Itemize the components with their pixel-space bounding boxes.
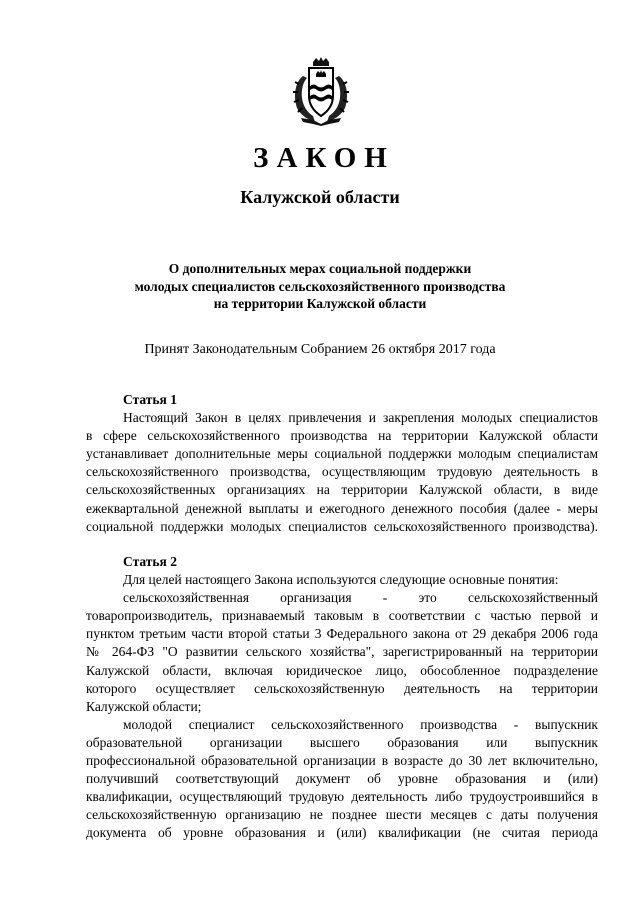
- article-2-line: Калужской области;: [86, 698, 202, 714]
- law-name-line: молодых специалистов сельскохозяйственного производства: [134, 278, 506, 294]
- article-2-line: товаропроизводитель, признаваемый таковым в соответствии с частью первой и: [86, 608, 598, 624]
- article-2-title: Статья 2: [123, 554, 177, 569]
- article-1-line: Настоящий Закон в целях привлечения и закрепления молодых специалистов: [123, 410, 598, 426]
- law-name: [100, 260, 540, 313]
- article-1-line: социальной поддержки молодых специалистов сельскохозяйственного производства).: [86, 518, 598, 534]
- article-2-line: документа об уровне образования и (или) квалификации (не считая периода: [86, 825, 598, 841]
- law-name-line: на территории Калужской области: [213, 296, 427, 311]
- article-1-line: сельскохозяйственного производства, осуществляющим трудовую деятельность в: [86, 464, 598, 480]
- law-name-line: О дополнительных мерах социальной поддержки: [168, 261, 472, 276]
- article-2-line: которого осуществляет сельскохозяйственную деятельность на территории: [86, 680, 598, 696]
- article-2-line: № 264-ФЗ "О развитии сельского хозяйства", зарегистрированный на территории: [86, 644, 598, 660]
- article-2-line: молодой специалист сельскохозяйственного производства - выпускник: [123, 716, 598, 732]
- article-1: [86, 391, 598, 536]
- article-2-line: сельскохозяйственную организацию не позднее шести месяцев с даты получения: [86, 807, 598, 823]
- article-2-line: получивший соответствующий документ об уровне образования и (или): [86, 771, 598, 787]
- article-2-line: Калужской области, включая юридическое лицо, обособленное подразделение: [86, 662, 598, 678]
- article-1-title: Статья 1: [123, 392, 177, 407]
- article-2: [86, 553, 598, 843]
- article-2-line: профессиональной образовательной организации в возрасте до 30 лет включительно,: [86, 753, 598, 769]
- article-2-line: Для целей настоящего Закона используются следующие основные понятия:: [123, 572, 559, 588]
- document-subtitle: Калужской области: [240, 187, 400, 207]
- article-1-line: в сфере сельскохозяйственного производства на территории Калужской области: [86, 428, 598, 444]
- article-2-line: сельскохозяйственная организация - это сельскохозяйственный: [123, 590, 598, 606]
- document-title: ЗАКОН: [253, 142, 395, 174]
- article-2-line: пунктом третьим части второй статьи 3 Федерального закона от 29 декабря 2006 года: [86, 626, 598, 642]
- article-1-line: ежеквартальной денежной выплаты и ежегодного денежного пособия (далее - меры: [86, 500, 598, 516]
- article-2-line: образовательной организации высшего образования или выпускник: [86, 734, 598, 750]
- article-2-line: квалификации, осуществляющий трудовую деятельность либо трудоустроившийся в: [86, 789, 598, 805]
- kaluga-coat-of-arms-emblem: [289, 56, 353, 126]
- adoption-statement: Принят Законодательным Собранием 26 октября 2017 года: [144, 342, 496, 357]
- article-1-line: устанавливает дополнительные меры социальной поддержки молодым специалистам: [86, 446, 598, 462]
- article-1-line: сельскохозяйственных организациях на территории Калужской области, в виде: [86, 482, 598, 498]
